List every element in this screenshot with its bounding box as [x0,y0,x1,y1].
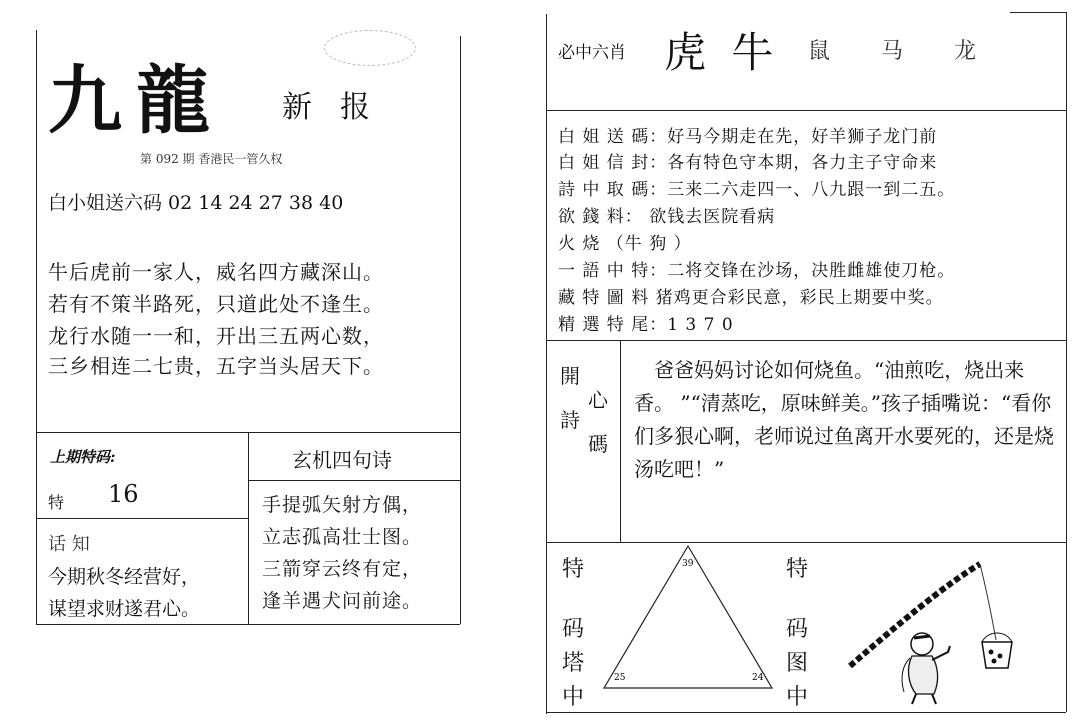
tower-label-char: 码 [562,617,585,642]
zodiac-main: 虎 牛 [664,28,780,77]
tower-label-char: 中 [562,685,585,710]
poem-line: 若有不策半路死，只道此处不逢生。 [48,292,384,316]
tower-label-char: 特 [562,557,585,582]
masthead-seal [324,30,416,66]
info-line: 一 語 中 特：二将交锋在沙场，决胜雌雄使刀枪。 [558,261,956,281]
info-line: 白 姐 送 碼：好马今期走在先，好羊狮子龙门前 [558,127,938,147]
six-codes: 白小姐送六码 02 14 24 27 38 40 [48,192,344,214]
poem-line: 牛后虎前一家人，威名四方藏深山。 [48,260,384,284]
picture-label-char: 码 [786,617,809,642]
xuanji-line: 立志孤高壮士图。 [262,526,423,548]
masthead-subtitle: 新报 [282,90,398,125]
last-special-title: 上期特码: [50,448,116,466]
last-special-value: 16 [108,480,139,508]
notice-line: 谋望求财遂君心。 [48,598,201,620]
xuanji-title: 玄机四句诗 [292,448,392,472]
issue-line: 第 092 期 香港民一管久权 [140,152,283,166]
info-line: 火 烧 （牛 狗 ） [558,234,692,254]
last-special-prefix: 特 [48,493,65,512]
tower-left-number: 25 [614,673,626,683]
poem-line: 三乡相连二七贵，五字当头居天下。 [48,354,384,378]
picture-label-char: 特 [786,557,809,582]
xuanji-line: 手提弧矢射方偶， [262,494,423,516]
info-line: 精 選 特 尾：1 3 7 0 [558,315,734,335]
tower-triangle [596,540,786,710]
poem-line: 龙行水随一一和，开出三五两心数， [48,324,384,348]
info-line: 欲 錢 料： 欲钱去医院看病 [558,207,776,227]
xuanji-line: 三箭穿云终有定， [262,558,423,580]
joke-story: 爸爸妈妈讨论如何烧鱼。“油煎吃，烧出来香。 ”“清蒸吃，原味鲜美。”孩子插嘴说：“看你们多狠心啊，老师说过鱼离开水要死的，还是烧汤吃吧！” [634,358,1054,481]
picture-label-char: 图 [786,651,809,676]
tower-label-char: 塔 [562,651,585,676]
xuanji-line: 逢羊遇犬问前途。 [262,590,423,612]
tower-top-number: 39 [682,559,694,569]
heart-label-char: 碼 [588,432,608,456]
fishing-boy-illustration [836,548,1036,706]
tower-right-number: 24 [752,673,764,683]
heart-label-char: 開 [560,364,580,388]
notice-title: 话 知 [48,534,90,555]
masthead-title: 九龍 [48,58,224,144]
info-line: 詩 中 取 碼：三来二六走四一、八九跟一到二五。 [558,180,956,200]
picture-label-char: 中 [786,685,809,710]
zodiac-label: 必中六肖 [558,43,626,63]
heart-label-char: 詩 [560,408,580,432]
notice-line: 今期秋冬经营好， [48,566,201,588]
info-line: 白 姐 信 封：各有特色守本期，各力主子守命来 [558,153,938,173]
zodiac-extra: 鼠 马 龙 [808,39,998,64]
heart-label-char: 心 [588,388,608,412]
info-line: 藏 特 圖 料 猪鸡更合彩民意，彩民上期要中奖。 [558,288,944,308]
